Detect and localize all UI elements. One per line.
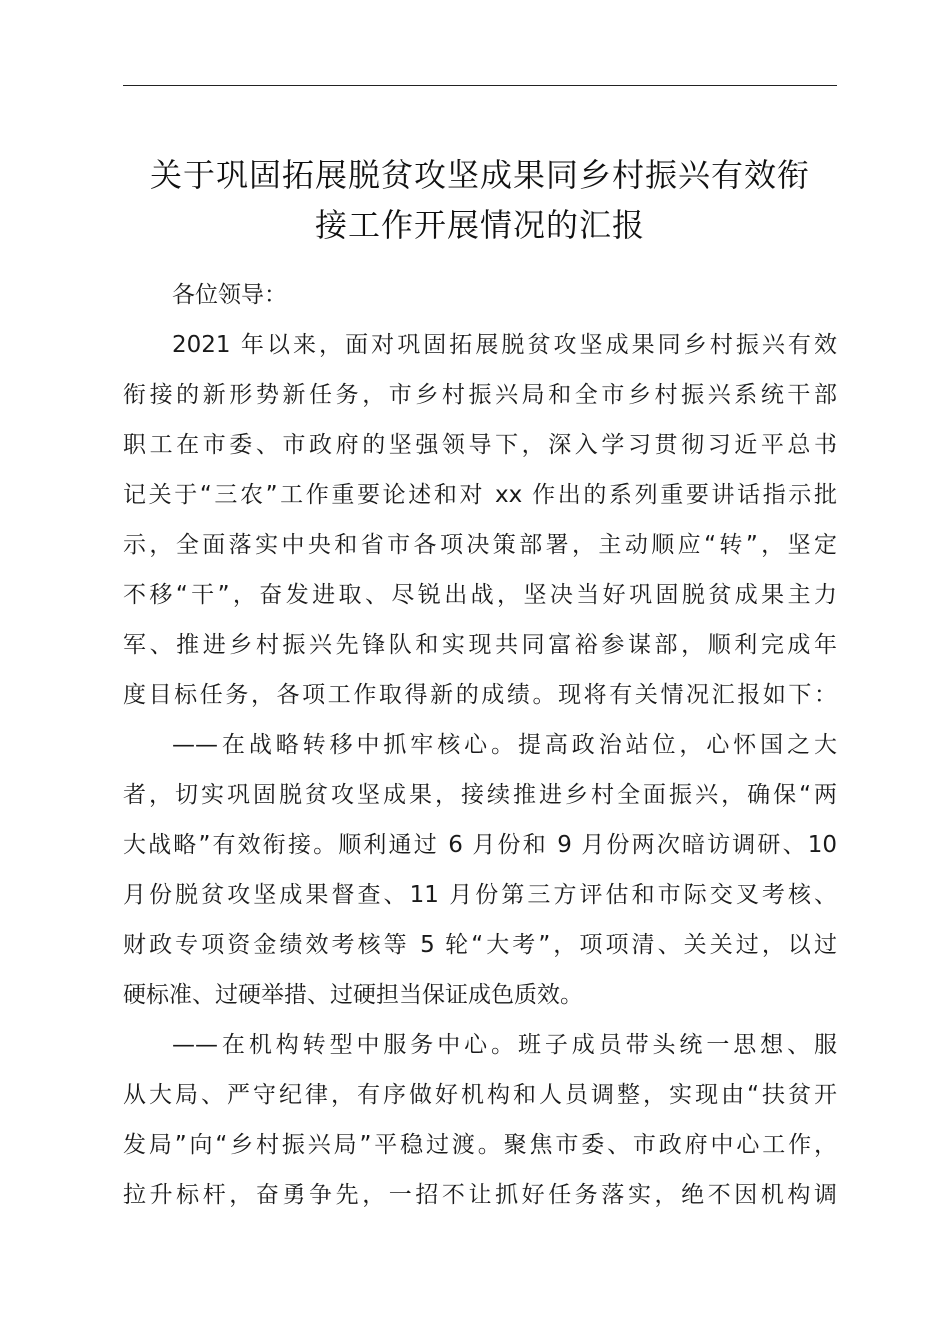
paragraph-line: ——在机构转型中服务中心。班子成员带头统一思想、服 bbox=[172, 1032, 837, 1058]
title-line: 关于巩固拓展脱贫攻坚成果同乡村振兴有效衔 bbox=[149, 156, 810, 194]
salutation: 各位领导： bbox=[172, 282, 287, 308]
paragraph-line: 军、推进乡村振兴先锋队和实现共同富裕参谋部，顺利完成年 bbox=[123, 632, 837, 658]
title-line: 接工作开展情况的汇报 bbox=[314, 206, 645, 244]
paragraph-line: 不移“干”，奋发进取、尽锐出战，坚决当好巩固脱贫成果主力 bbox=[123, 582, 837, 608]
paragraph-line: 2021 年以来，面对巩固拓展脱贫攻坚成果同乡村振兴有效 bbox=[172, 332, 837, 358]
paragraph-line: 示，全面落实中央和省市各项决策部署，主动顺应“转”，坚定 bbox=[123, 532, 837, 558]
paragraph-line: 大战略”有效衔接。顺利通过 6 月份和 9 月份两次暗访调研、10 bbox=[123, 832, 837, 858]
paragraph-line: 度目标任务，各项工作取得新的成绩。现将有关情况汇报如下： bbox=[123, 682, 837, 708]
document-body bbox=[123, 270, 837, 1220]
document-title bbox=[110, 150, 850, 250]
paragraph-line: 记关于“三农”工作重要论述和对 xx 作出的系列重要讲话指示批 bbox=[123, 482, 837, 508]
paragraph-line: 财政专项资金绩效考核等 5 轮“大考”，项项清、关关过，以过 bbox=[123, 932, 837, 958]
paragraph-line: 衔接的新形势新任务，市乡村振兴局和全市乡村振兴系统干部 bbox=[123, 382, 837, 408]
paragraph-line: 月份脱贫攻坚成果督查、11 月份第三方评估和市际交叉考核、 bbox=[123, 882, 837, 908]
paragraph-line: 拉升标杆，奋勇争先，一招不让抓好任务落实，绝不因机构调 bbox=[123, 1182, 837, 1208]
paragraph-line: 者，切实巩固脱贫攻坚成果，接续推进乡村全面振兴，确保“两 bbox=[123, 782, 837, 808]
paragraph-line: 从大局、严守纪律，有序做好机构和人员调整，实现由“扶贫开 bbox=[123, 1082, 837, 1108]
paragraph-line: 硬标准、过硬举措、过硬担当保证成色质效。 bbox=[123, 982, 583, 1008]
paragraph-line: ——在战略转移中抓牢核心。提高政治站位，心怀国之大 bbox=[172, 732, 837, 758]
paragraph-line: 职工在市委、市政府的坚强领导下，深入学习贯彻习近平总书 bbox=[123, 432, 837, 458]
header-rule bbox=[123, 85, 837, 86]
paragraph-line: 发局”向“乡村振兴局”平稳过渡。聚焦市委、市政府中心工作， bbox=[123, 1132, 837, 1158]
